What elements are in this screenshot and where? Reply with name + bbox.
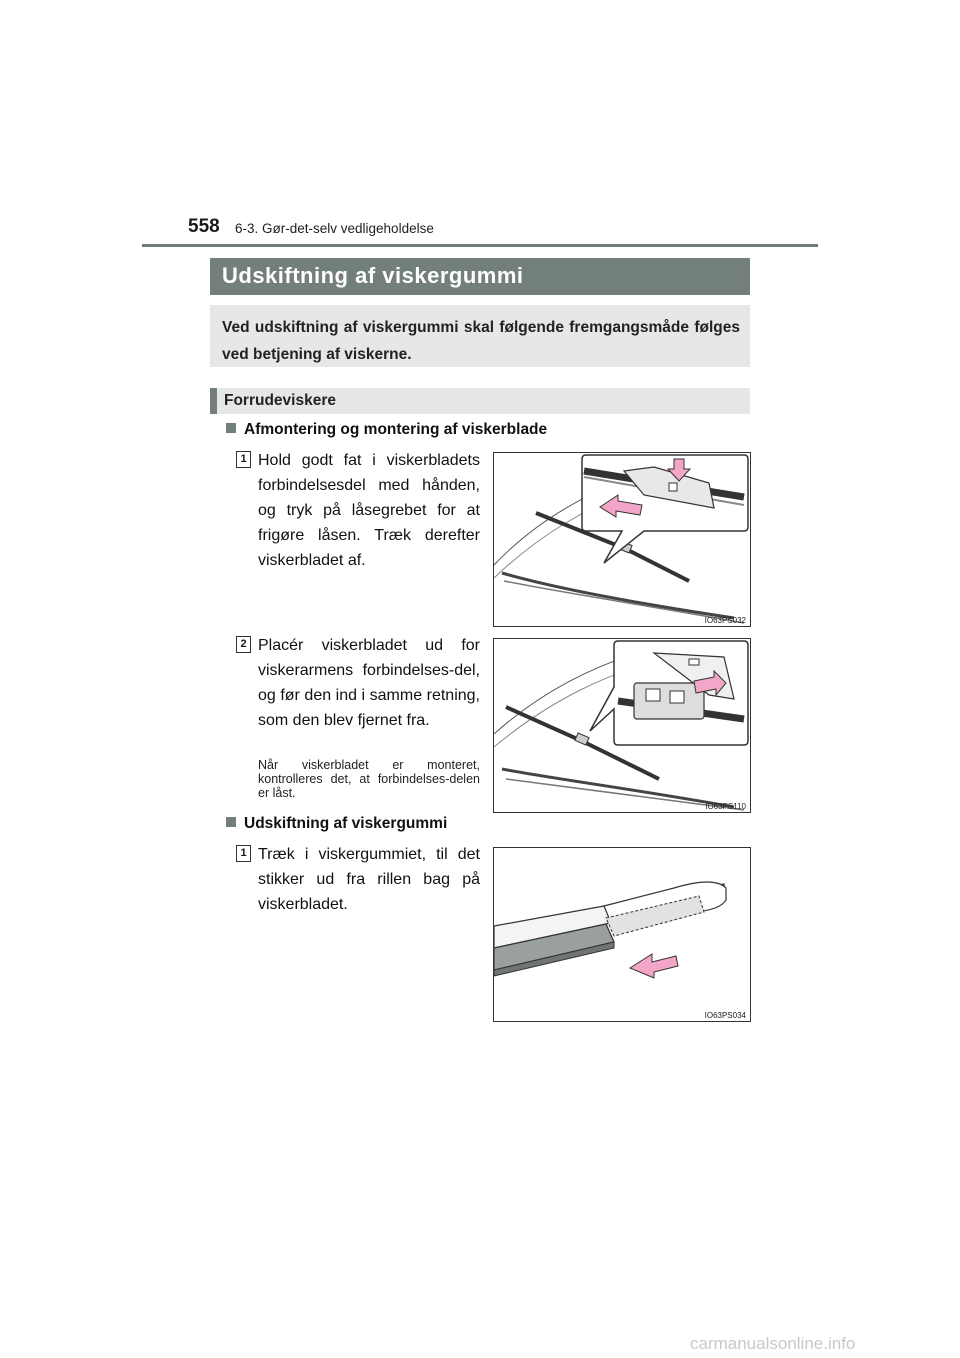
page-number: 558 (188, 216, 220, 237)
step-text: Træk i viskergummiet, til det stikker ud fra rillen bag på viskerbladet. (258, 846, 480, 913)
watermark: carmanualsonline.info (690, 1334, 856, 1353)
step-text: Placér viskerbladet ud for viskerarmens forbindelses-del, og før den ind i samme retning, som den blev fjernet fra. (258, 637, 480, 729)
header-rule (142, 244, 818, 247)
step-badge: 1 (236, 845, 251, 862)
figure-install-blade (493, 638, 751, 813)
block-heading-text: Afmontering og montering af viskerblade (244, 421, 548, 438)
step-text: Hold godt fat i viskerbladets forbindelsesdel med hånden, og tryk på låsegrebet for at frigøre låsen. Træk derefter viskerbladet af. (258, 452, 480, 569)
step-badge: 1 (236, 451, 251, 468)
step-note: Når viskerbladet er monteret, kontrolleres det, at forbindelses-delen er låst. (258, 758, 480, 800)
block-heading-text: Udskiftning af viskergummi (244, 815, 448, 832)
figure-code: IO63PS110 (705, 802, 746, 811)
figure-code: IO63PS034 (704, 1011, 746, 1020)
section-title: Udskiftning af viskergummi (222, 263, 524, 288)
wiper-blade-release-illustration (494, 453, 750, 626)
block-heading-remove-install (226, 421, 547, 439)
wiper-blade-install-illustration (494, 639, 750, 812)
intro-text: Ved udskiftning af viskergummi skal følgende fremgangsmåde følges ved betjening af viskerne. (222, 319, 740, 363)
figure-code: IO63PS032 (704, 616, 746, 625)
wiper-rubber-illustration (494, 848, 750, 1021)
figure-replace-rubber (493, 847, 751, 1022)
subsection-accent (210, 388, 217, 414)
subsection-title: Forrudeviskere (224, 392, 336, 409)
step-badge: 2 (236, 636, 251, 653)
figure-remove-blade (493, 452, 751, 627)
block-heading-replace-rubber (226, 815, 447, 833)
square-bullet-icon (226, 423, 236, 433)
square-bullet-icon (226, 817, 236, 827)
chapter-title: 6-3. Gør-det-selv vedligeholdelse (235, 221, 434, 236)
